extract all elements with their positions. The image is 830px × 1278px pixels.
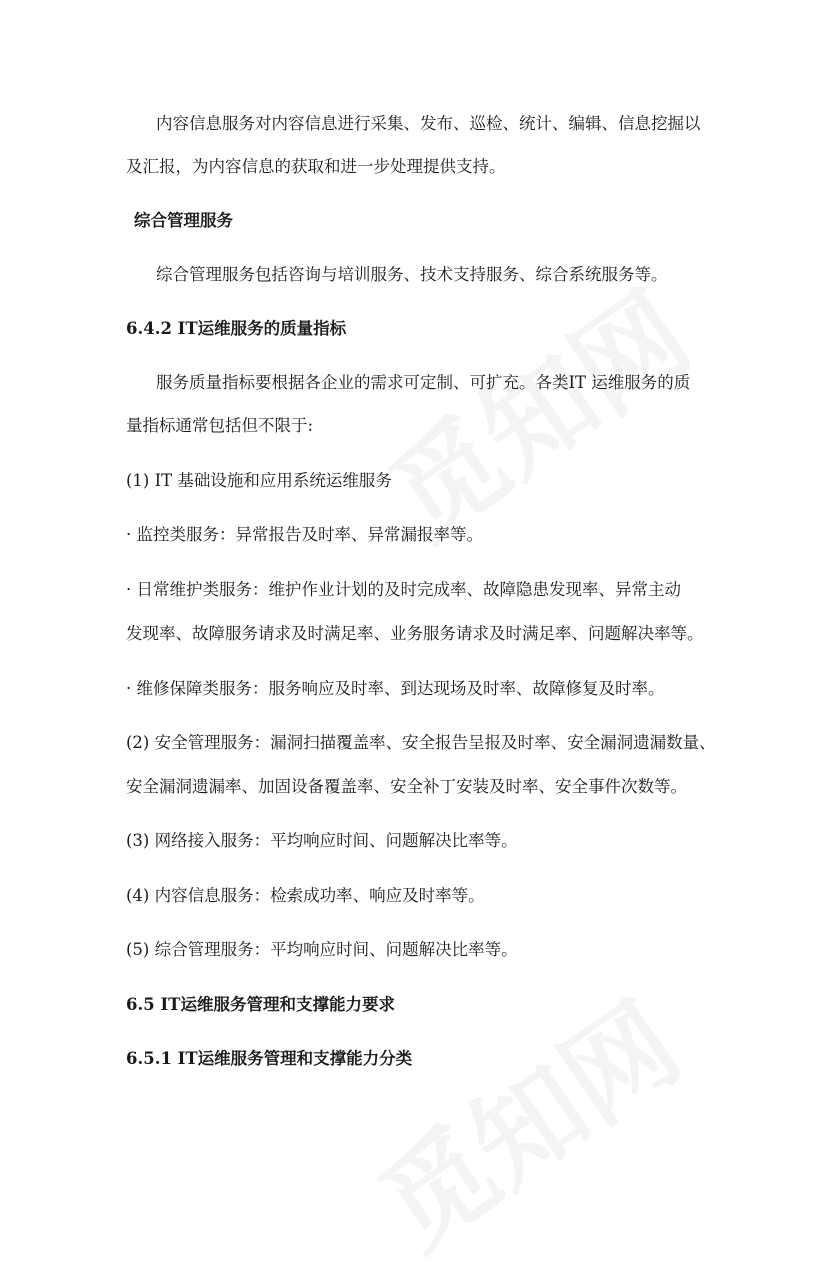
list-item-2-line2: 安全漏洞遗漏率、加固设备覆盖率、安全补丁安装及时率、安全事件次数等。 bbox=[126, 777, 687, 796]
bullet-monitoring: · 监控类服务：异常报告及时率、异常漏报率等。 bbox=[126, 525, 483, 544]
list-item-2-line1: (2) 安全管理服务：漏洞扫描覆盖率、安全报告呈报及时率、安全漏洞遗漏数量、 bbox=[126, 733, 716, 752]
heading-integrated-management: 综合管理服务 bbox=[134, 211, 233, 230]
list-item-1: (1) IT 基础设施和应用系统运维服务 bbox=[126, 471, 392, 490]
heading-6-5-1: 6.5.1 IT运维服务管理和支撑能力分类 bbox=[126, 1049, 413, 1068]
paragraph-content-service-line1: 内容信息服务对内容信息进行采集、发布、巡检、统计、编辑、信息挖掘以 bbox=[156, 114, 701, 133]
list-item-4: (4) 内容信息服务：检索成功率、响应及时率等。 bbox=[126, 886, 485, 905]
bullet-repair: · 维修保障类服务：服务响应及时率、到达现场及时率、故障修复及时率。 bbox=[126, 679, 665, 698]
paragraph-quality-line1: 服务质量指标要根据各企业的需求可定制、可扩充。各类IT 运维服务的质 bbox=[156, 373, 691, 392]
list-item-3: (3) 网络接入服务：平均响应时间、问题解决比率等。 bbox=[126, 831, 518, 850]
heading-6-5: 6.5 IT运维服务管理和支撑能力要求 bbox=[126, 995, 395, 1014]
paragraph-content-service-line2: 及汇报，为内容信息的获取和进一步处理提供支持。 bbox=[126, 157, 506, 176]
list-item-5: (5) 综合管理服务：平均响应时间、问题解决比率等。 bbox=[126, 940, 518, 959]
paragraph-quality-line2: 量指标通常包括但不限于: bbox=[126, 416, 314, 435]
heading-6-4-2: 6.4.2 IT运维服务的质量指标 bbox=[126, 319, 347, 338]
bullet-maintenance-line2: 发现率、故障服务请求及时满足率、业务服务请求及时满足率、问题解决率等。 bbox=[126, 624, 704, 643]
watermark-bottom bbox=[345, 960, 706, 1278]
paragraph-integrated-management: 综合管理服务包括咨询与培训服务、技术支持服务、综合系统服务等。 bbox=[156, 265, 668, 284]
bullet-maintenance-line1: · 日常维护类服务：维护作业计划的及时完成率、故障隐患发现率、异常主动 bbox=[126, 580, 681, 599]
watermark-top bbox=[355, 250, 716, 569]
